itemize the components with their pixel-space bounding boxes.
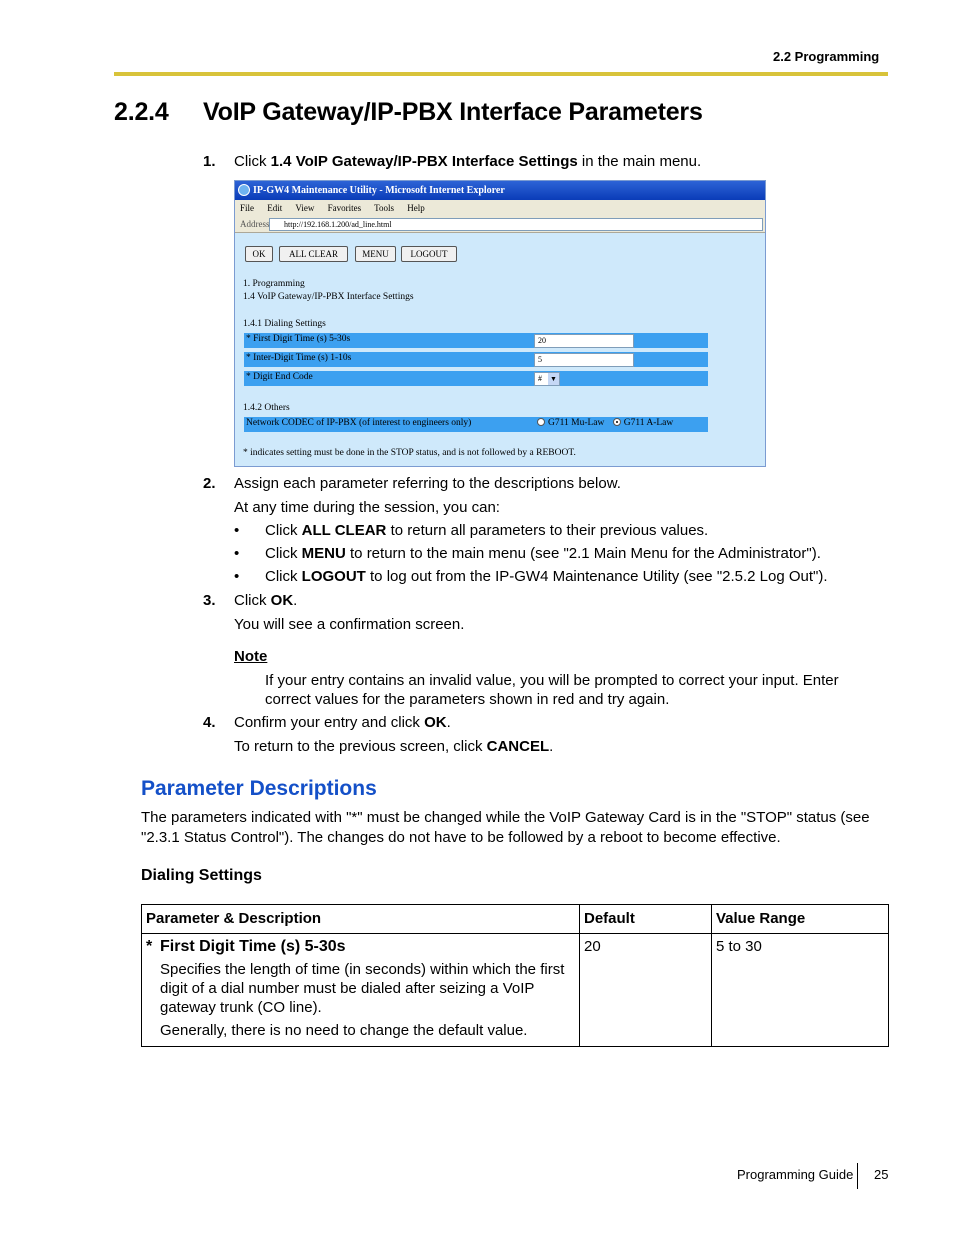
text: Click	[234, 592, 271, 609]
header-rule	[114, 72, 888, 76]
column-header: Value Range	[712, 905, 889, 934]
bullet: •	[234, 545, 240, 562]
default-cell: 20	[580, 934, 712, 1047]
step-text	[234, 153, 701, 170]
step-number: 1.	[203, 153, 216, 170]
step-number: 4.	[203, 714, 216, 731]
footer-divider	[857, 1163, 858, 1189]
column-header: Parameter & Description	[142, 905, 580, 934]
logout-button[interactable]: LOGOUT	[401, 246, 457, 262]
bold-text: MENU	[301, 545, 346, 562]
param-note: Generally, there is no need to change the default value.	[160, 1022, 528, 1039]
page-number: 25	[874, 1167, 889, 1182]
menu-tools[interactable]: Tools	[374, 203, 395, 213]
digit-end-code-select[interactable]	[534, 372, 560, 386]
menu-button[interactable]: MENU	[355, 246, 396, 262]
bold-text: ALL CLEAR	[301, 522, 387, 539]
note-body: If your entry contains an invalid value, you will be prompted to correct your input. Enter correct values for the parameters shown in red and try again.	[265, 672, 839, 708]
window-titlebar	[235, 181, 765, 200]
text: Click	[234, 153, 271, 170]
address-label: Address	[240, 219, 270, 229]
first-digit-time-input[interactable]: 20	[534, 334, 634, 348]
bullet: •	[234, 568, 240, 585]
text: to return all parameters to their previous values.	[386, 522, 709, 539]
intro-paragraph: The parameters indicated with "*" must be changed while the VoIP Gateway Card is in the "STOP" status (see "2.3.1 Status Control"). The changes do not have to be followed by a reboot to become effective.	[141, 809, 870, 846]
table-row	[142, 934, 889, 1047]
asterisk: *	[146, 938, 153, 955]
setting-label: Network CODEC of IP-PBX (of interest to engineers only)	[246, 418, 472, 428]
text: to log out from the IP-GW4 Maintenance Utility (see "2.5.2 Log Out").	[365, 568, 828, 585]
radio-mu-law[interactable]	[537, 418, 545, 426]
breadcrumb-1: 1. Programming	[243, 279, 305, 289]
text: Click	[265, 545, 302, 562]
setting-row	[243, 416, 709, 433]
setting-row	[243, 332, 709, 349]
heading-title: VoIP Gateway/IP-PBX Interface Parameters	[203, 98, 703, 126]
text: .	[293, 592, 298, 609]
menu-bar	[235, 200, 765, 216]
setting-label: * Inter-Digit Time (s) 1-10s	[246, 353, 352, 363]
codec-radio-group	[537, 418, 673, 428]
bold-text: OK	[424, 714, 447, 731]
inter-digit-time-input[interactable]: 5	[534, 353, 634, 367]
menu-view[interactable]: View	[295, 203, 315, 213]
chevron-down-icon[interactable]: ▼	[548, 373, 559, 385]
bold-text: OK	[270, 592, 294, 609]
bullet-item	[234, 545, 821, 562]
step-subtext: You will see a confirmation screen.	[234, 616, 465, 633]
address-bar	[235, 216, 765, 233]
text: .	[446, 714, 451, 731]
footer-guide: Programming Guide	[737, 1167, 854, 1182]
text: Click	[265, 522, 302, 539]
radio-label: G711 A-Law	[623, 418, 674, 428]
table-header-row	[142, 905, 889, 934]
browser-screenshot	[234, 180, 766, 467]
page-title	[114, 98, 703, 127]
window-title: IP-GW4 Maintenance Utility - Microsoft Internet Explorer	[253, 185, 505, 196]
step-text: Assign each parameter referring to the descriptions below.	[234, 475, 621, 492]
section-others: 1.4.2 Others	[243, 403, 290, 413]
select-value: #	[538, 374, 542, 383]
param-description: Specifies the length of time (in seconds) within which the first digit of a dial number must be dialed after seizing a VoIP gateway trunk (CO line).	[160, 961, 565, 1016]
radio-a-law[interactable]	[613, 418, 621, 426]
subsection-heading: Dialing Settings	[141, 867, 262, 884]
text: .	[549, 738, 554, 755]
bold-text: CANCEL	[486, 738, 550, 755]
menu-favorites[interactable]: Favorites	[327, 203, 362, 213]
ie-logo-icon	[238, 184, 250, 196]
parameter-table	[141, 904, 889, 1047]
text: in the main menu.	[577, 153, 702, 170]
setting-row	[243, 351, 709, 368]
breadcrumb-2: 1.4 VoIP Gateway/IP-PBX Interface Settings	[243, 292, 414, 302]
menu-edit[interactable]: Edit	[267, 203, 283, 213]
param-cell	[142, 934, 580, 1047]
radio-label: G711 Mu-Law	[548, 418, 605, 428]
setting-row	[243, 370, 709, 387]
section-dialing: 1.4.1 Dialing Settings	[243, 319, 326, 329]
step-subtext: At any time during the session, you can:	[234, 499, 500, 516]
step-number: 2.	[203, 475, 216, 492]
text: To return to the previous screen, click	[234, 738, 487, 755]
heading-number: 2.2.4	[114, 98, 169, 126]
page-content	[235, 233, 765, 467]
text: Click	[265, 568, 302, 585]
text: to return to the main menu (see "2.1 Main Menu for the Administrator").	[345, 545, 821, 562]
note-title: Note	[234, 648, 268, 665]
step-text	[234, 592, 297, 609]
section-label: 2.2 Programming	[773, 49, 880, 64]
param-name	[146, 938, 575, 956]
param-title: First Digit Time (s) 5-30s	[160, 938, 346, 955]
ok-button[interactable]: OK	[245, 246, 273, 262]
step-number: 3.	[203, 592, 216, 609]
all-clear-button[interactable]: ALL CLEAR	[279, 246, 348, 262]
footnote: * indicates setting must be done in the STOP status, and is not followed by a REBOOT.	[243, 448, 576, 458]
setting-label: * Digit End Code	[246, 372, 313, 382]
bullet-item	[234, 522, 708, 539]
menu-file[interactable]: File	[240, 203, 255, 213]
section-heading: Parameter Descriptions	[141, 777, 377, 800]
step-subtext	[234, 738, 553, 755]
range-cell: 5 to 30	[712, 934, 889, 1047]
address-input[interactable]: http://192.168.1.200/ad_line.html	[269, 218, 763, 231]
bullet: •	[234, 522, 240, 539]
column-header: Default	[580, 905, 712, 934]
setting-label: * First Digit Time (s) 5-30s	[246, 334, 351, 344]
bullet-item	[234, 568, 828, 585]
menu-help[interactable]: Help	[407, 203, 425, 213]
bold-text: 1.4 VoIP Gateway/IP-PBX Interface Settings	[270, 153, 578, 170]
text: Confirm your entry and click	[234, 714, 425, 731]
step-text	[234, 714, 451, 731]
bold-text: LOGOUT	[301, 568, 366, 585]
